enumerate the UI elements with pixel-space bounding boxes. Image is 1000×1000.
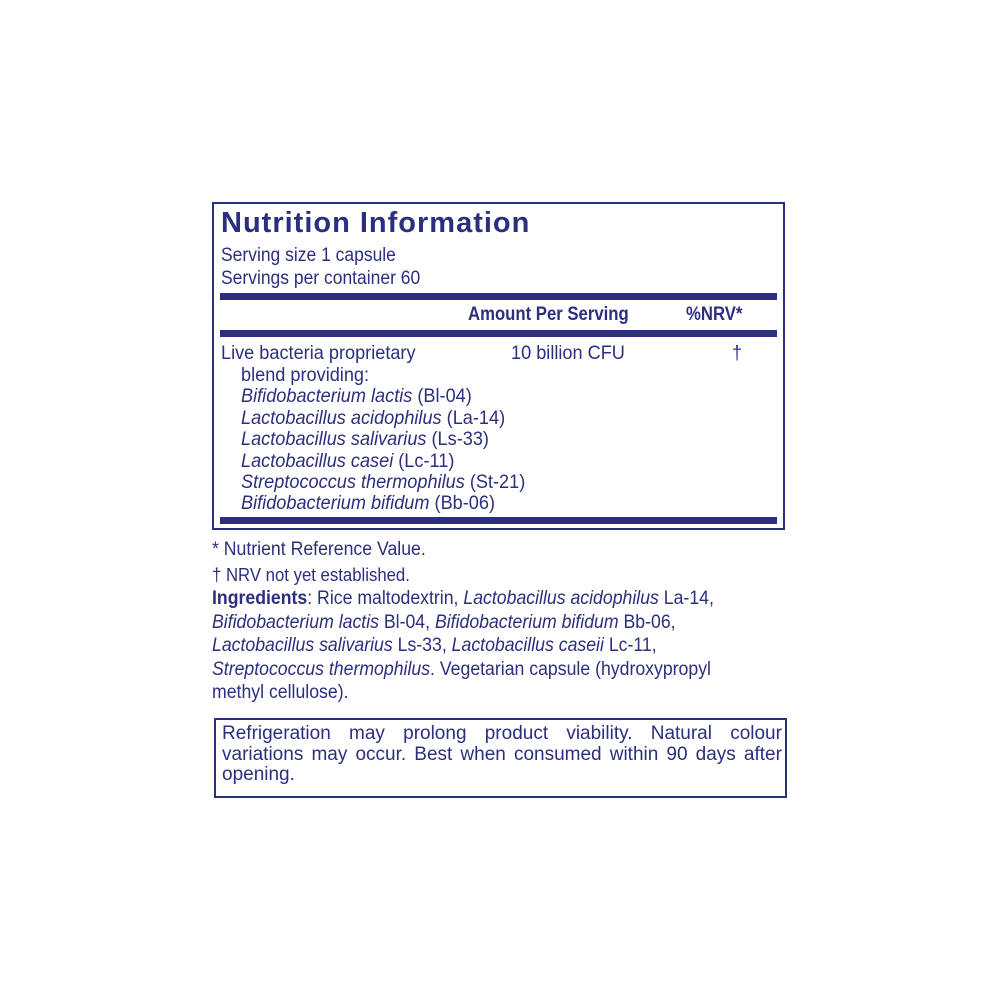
ingredient-name-line1: Live bacteria proprietary (221, 342, 416, 364)
strain-name: Bifidobacterium lactis (241, 385, 413, 407)
storage-word: days (695, 743, 736, 765)
ingredients-text: . Vegetarian capsule (hydroxypropyl (430, 658, 711, 680)
storage-word: product (484, 723, 549, 744)
storage-word: within (609, 743, 659, 765)
column-header-amount: Amount Per Serving (468, 304, 629, 325)
ingredients-line (212, 681, 770, 705)
footnote-nrv-definition: * Nutrient Reference Value. (212, 539, 426, 560)
strain-item (241, 451, 454, 473)
storage-word: variations (222, 743, 304, 765)
storage-word: Natural (650, 723, 712, 744)
ingredients-paragraph (212, 587, 770, 705)
serving-size: Serving size 1 capsule (221, 245, 396, 266)
storage-word: 90 (666, 743, 688, 765)
strain-code: (La-14) (446, 407, 506, 429)
strain-item (241, 429, 489, 451)
strain-code: (Lc-11) (398, 450, 455, 472)
header-bottom-bar (220, 330, 777, 337)
storage-word: viability. (566, 723, 633, 744)
strain-name: Streptococcus thermophilus (241, 471, 465, 493)
ingredients-text: Bl-04, (378, 611, 435, 633)
panel-bottom-bar (220, 517, 777, 524)
ingredients-label: Ingredients (212, 588, 308, 609)
ingredients-line (212, 634, 770, 658)
strain-item (241, 472, 525, 494)
strain-item (241, 493, 495, 515)
storage-note-box (214, 718, 787, 798)
strain-name: Lactobacillus casei (241, 450, 394, 472)
ingredients-line (212, 587, 770, 611)
storage-word: when (460, 743, 506, 765)
ingredients-text: methyl cellulose). (212, 682, 349, 703)
footnote-nrv-not-established: † NRV not yet established. (212, 565, 410, 585)
storage-word: consumed (513, 743, 602, 765)
ingredients-strain: Bifidobacterium bifidum (434, 611, 619, 633)
column-header-nrv: %NRV* (686, 304, 743, 325)
strain-item (241, 386, 472, 408)
amount-value: 10 billion CFU (511, 342, 625, 364)
ingredients-text: Lc-11, (603, 635, 657, 656)
servings-per-container: Servings per container 60 (221, 268, 421, 289)
ingredients-strain: Bifidobacterium lactis (212, 611, 379, 633)
ingredients-strain: Lactobacillus acidophilus (463, 588, 659, 609)
strain-name: Lactobacillus acidophilus (241, 407, 442, 429)
strain-item (241, 408, 505, 430)
storage-word: prolong (403, 723, 467, 744)
storage-word: may (349, 723, 385, 744)
storage-word: occur. (355, 743, 407, 765)
ingredients-strain: Lactobacillus salivarius (212, 635, 393, 656)
nutrition-panel (212, 202, 785, 530)
strain-code: (Ls-33) (431, 428, 489, 450)
strain-code: (St-21) (469, 471, 526, 493)
storage-word: may (311, 743, 348, 765)
storage-line-3 (222, 765, 782, 786)
storage-word: after (743, 743, 782, 765)
ingredients-text: La-14, (658, 588, 714, 609)
ingredient-name-line2: blend providing: (241, 364, 370, 386)
strain-name: Lactobacillus salivarius (241, 428, 427, 450)
storage-word: opening. (222, 764, 295, 785)
panel-title: Nutrition Information (221, 207, 531, 239)
strain-code: (Bl-04) (417, 385, 472, 407)
storage-line-2 (222, 745, 782, 766)
storage-word: Best (414, 743, 453, 765)
storage-note-text (222, 724, 782, 786)
nrv-dagger: † (732, 342, 743, 364)
storage-word: Refrigeration (222, 723, 331, 744)
ingredients-line (212, 611, 770, 635)
storage-line-1 (222, 724, 782, 745)
strain-code: (Bb-06) (434, 492, 496, 514)
ingredients-text: Ls-33, (392, 635, 452, 656)
ingredients-text: : Rice maltodextrin, (307, 588, 464, 609)
ingredients-line (212, 658, 770, 682)
strain-name: Bifidobacterium bifidum (241, 492, 430, 514)
header-top-bar (220, 293, 777, 300)
ingredients-strain: Streptococcus thermophilus (212, 658, 431, 680)
ingredients-text: Bb-06, (618, 611, 676, 633)
storage-word: colour (730, 723, 782, 744)
ingredients-strain: Lactobacillus caseii (451, 635, 604, 656)
